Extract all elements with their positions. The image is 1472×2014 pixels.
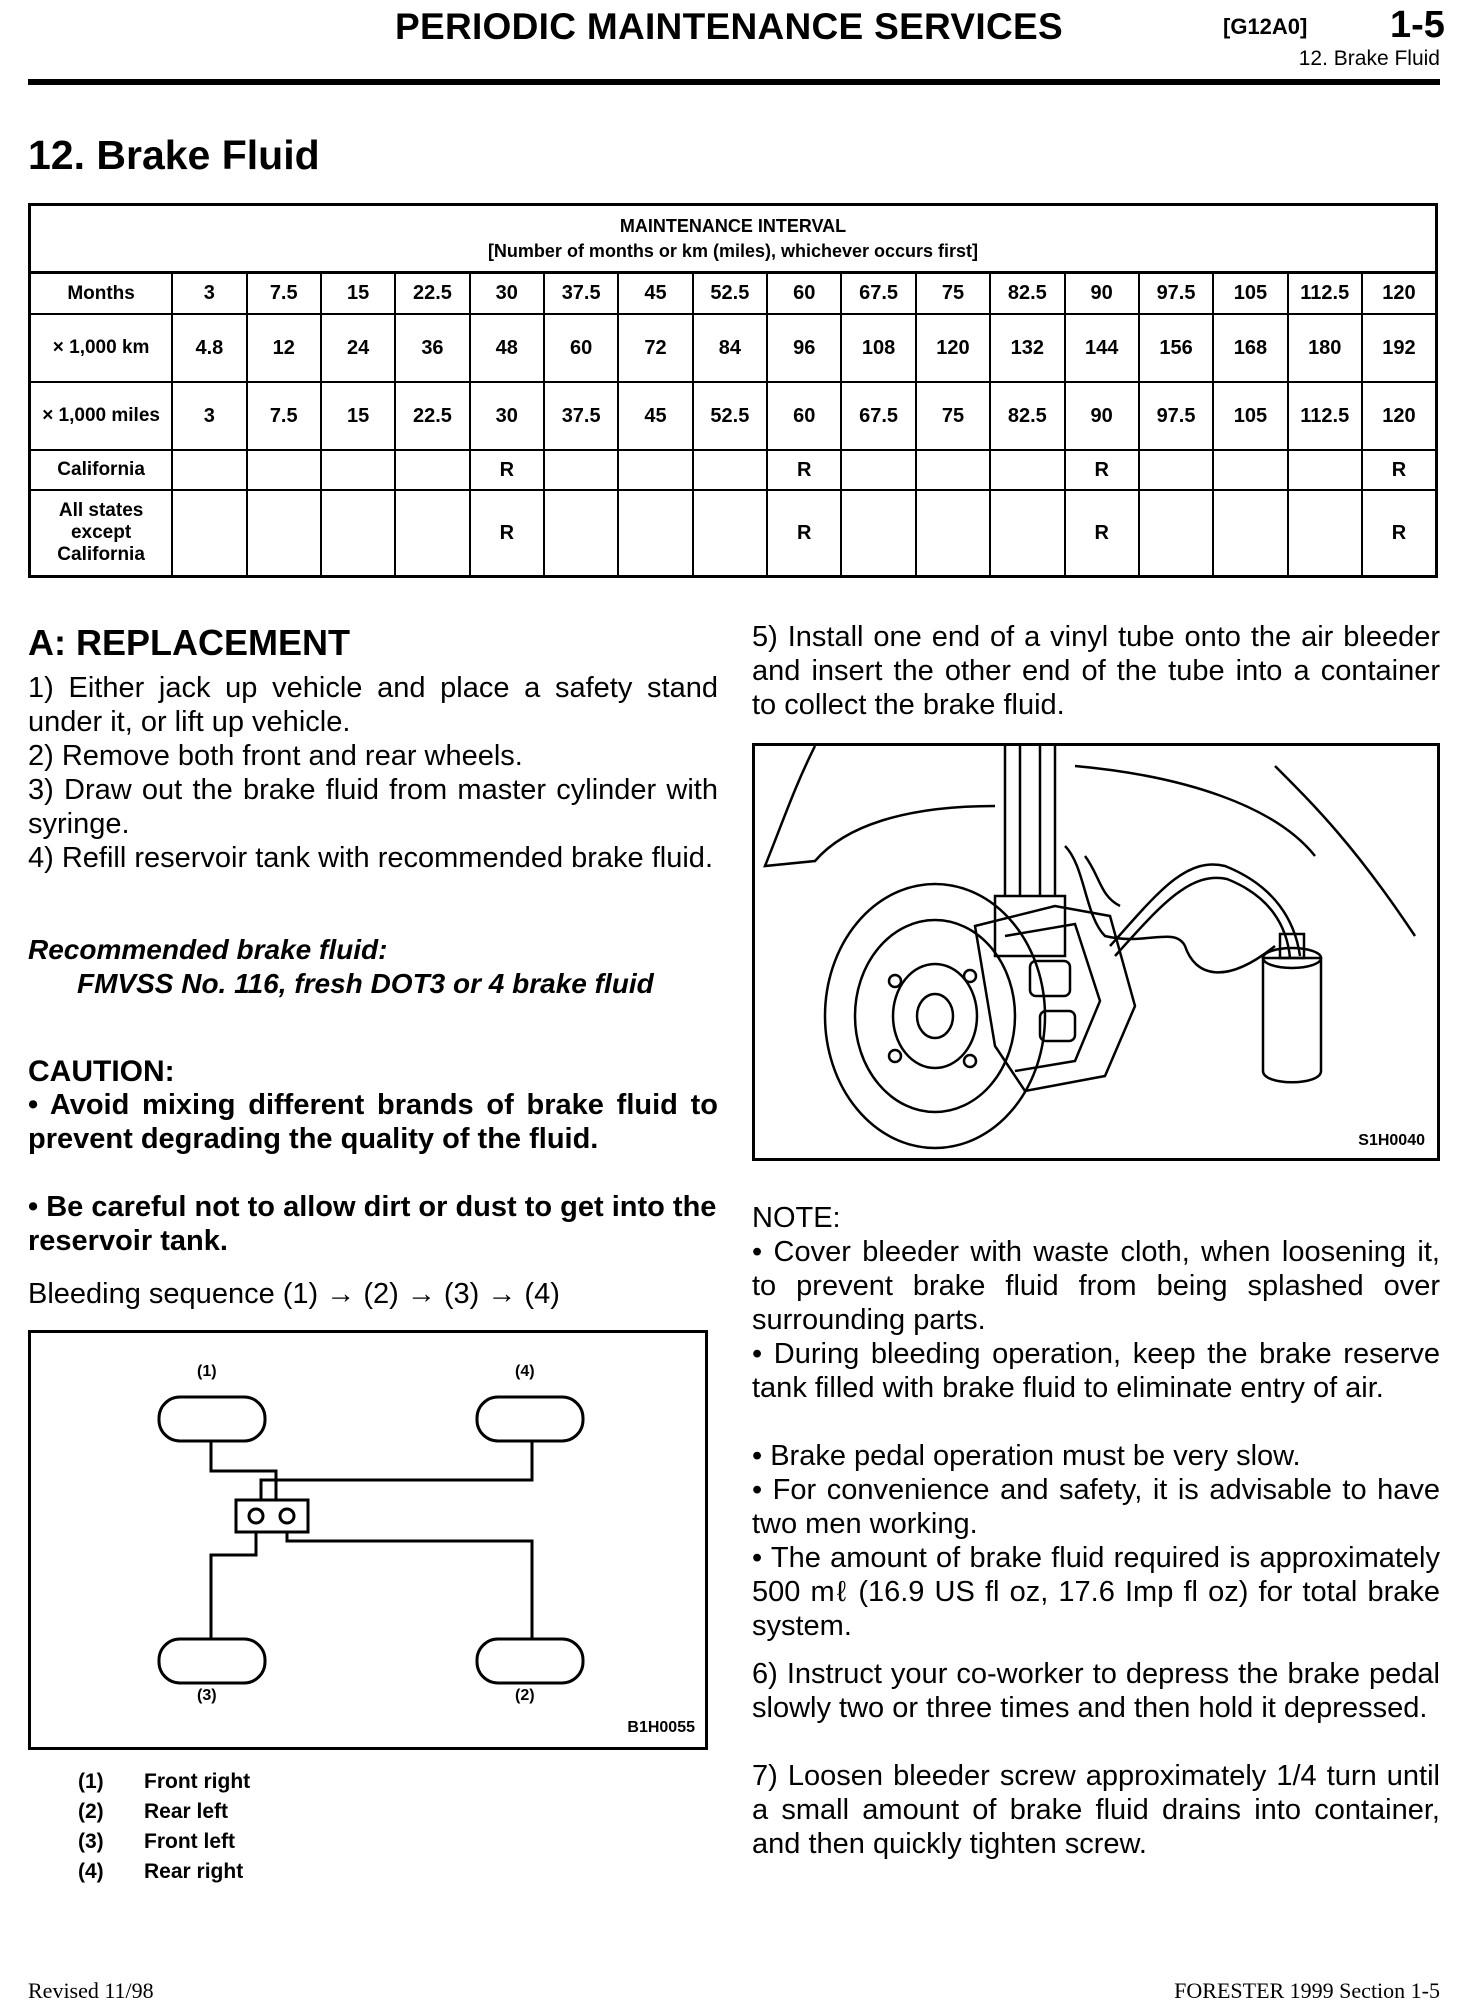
note-item: • The amount of brake fluid required is approximately 500 mℓ (16.9 US fl oz, 17.6 Imp fl oz) for total brake system. [752,1542,1440,1642]
table-cell: 3 [172,273,246,315]
table-cell: 90 [1065,273,1139,315]
diagram-label: (2) [515,1687,535,1704]
table-cell: 82.5 [990,273,1064,315]
table-cell: 84 [693,314,767,382]
table-cell: 72 [618,314,692,382]
table-cell: 52.5 [693,273,767,315]
table-cell [916,450,990,490]
recommended-fluid-title: Recommended brake fluid: [28,934,388,965]
table-cell: 192 [1362,314,1437,382]
table-cell: R [470,490,544,577]
replacement-title: A: REPLACEMENT [28,622,350,663]
table-cell [618,490,692,577]
table-cell: 22.5 [395,382,469,450]
note-item: • Cover bleeder with waste cloth, when loosening it, to prevent brake fluid from being splashed over surrounding parts. [752,1236,1440,1336]
legend-row: (3) Front left [78,1830,235,1853]
table-cell: 120 [916,314,990,382]
table-cell: 97.5 [1139,382,1213,450]
table-cell [990,490,1064,577]
table-cell: 37.5 [544,273,618,315]
table-cell: 112.5 [1288,273,1362,315]
table-cell: 67.5 [841,273,915,315]
table-cell: R [470,450,544,490]
table-cell: 7.5 [247,273,321,315]
table-cell: 4.8 [172,314,246,382]
section-title: 12. Brake Fluid [28,132,320,178]
footer-section: FORESTER 1999 Section 1-5 [1174,1978,1440,2003]
note-item: • For convenience and safety, it is advisable to have two men working. [752,1474,1440,1540]
table-cell: 75 [916,273,990,315]
caution-item: • Avoid mixing different brands of brake fluid to prevent degrading the quality of the fluid. [28,1089,718,1155]
header-subtitle: 12. Brake Fluid [1298,47,1440,70]
table-row [30,273,1437,315]
table-cell: 45 [618,382,692,450]
table-cell: 12 [247,314,321,382]
note-item: • Brake pedal operation must be very slow. [752,1440,1301,1472]
table-row [30,450,1437,490]
table-cell: 45 [618,273,692,315]
table-cell: 3 [172,382,246,450]
step-3: 3) Draw out the brake fluid from master cylinder with syringe. [28,774,718,840]
caution-item: • Be careful not to allow dirt or dust to get into the reservoir tank. [28,1191,717,1257]
table-cell: 37.5 [544,382,618,450]
table-cell [1213,450,1287,490]
table-cell: 120 [1362,382,1437,450]
table-cell: 24 [321,314,395,382]
row-header: All states except California [30,490,173,577]
table-cell: 30 [470,273,544,315]
table-cell [321,490,395,577]
table-cell [916,490,990,577]
table-cell [618,450,692,490]
diagram-legend [78,1767,250,1887]
legend-row: (2) Rear left [78,1800,229,1823]
table-row [30,490,1437,577]
table-cell [544,490,618,577]
table-cell: R [1065,450,1139,490]
table-cell [1213,490,1287,577]
table-cell [172,490,246,577]
table-row [30,382,1437,450]
table-cell: 132 [990,314,1064,382]
brake-line-diagram-icon [31,1333,705,1747]
table-cell [1288,490,1362,577]
table-cell: 30 [470,382,544,450]
step-4: 4) Refill reservoir tank with recommended brake fluid. [28,842,713,874]
table-cell: R [767,450,841,490]
table-cell: 180 [1288,314,1362,382]
table-caption-subtitle: [Number of months or km (miles), whichever occurs first] [487,240,979,261]
table-cell: 60 [544,314,618,382]
table-cell [172,450,246,490]
table-cell [247,450,321,490]
table-cell: 48 [470,314,544,382]
table-cell [1139,450,1213,490]
table-cell: R [767,490,841,577]
table-cell: 156 [1139,314,1213,382]
table-caption-title: MAINTENANCE INTERVAL [619,216,847,237]
recommended-fluid-spec: FMVSS No. 116, fresh DOT3 or 4 brake fluid [77,968,654,999]
table-row [30,314,1437,382]
step-1: 1) Either jack up vehicle and place a safety stand under it, or lift up vehicle. [28,672,718,738]
section-code: [G12A0] [1223,14,1308,39]
table-cell: 52.5 [693,382,767,450]
table-cell: 105 [1213,273,1287,315]
table-cell: 120 [1362,273,1437,315]
table-cell [693,490,767,577]
caution-title: CAUTION: [28,1055,175,1088]
table-cell: 7.5 [247,382,321,450]
legend-row: (1) Front right [78,1770,251,1793]
step-2: 2) Remove both front and rear wheels. [28,740,523,772]
header-rule [28,79,1440,85]
table-cell: 22.5 [395,273,469,315]
table-cell: R [1362,490,1437,577]
step-6: 6) Instruct your co-worker to depress the brake pedal slowly two or three times and then hold it depressed. [752,1658,1440,1724]
table-cell: 144 [1065,314,1139,382]
bleeding-sequence: Bleeding sequence (1) → (2) → (3) → (4) [28,1278,560,1310]
page-number: 1-5 [1390,4,1445,46]
table-cell [395,490,469,577]
row-header: × 1,000 km [30,314,173,382]
table-cell: 15 [321,273,395,315]
table-cell [544,450,618,490]
table-cell: R [1065,490,1139,577]
brake-caliper-illustration-icon [755,746,1437,1158]
table-cell: 112.5 [1288,382,1362,450]
diagram-label: (4) [515,1363,535,1380]
table-cell: 90 [1065,382,1139,450]
row-header: × 1,000 miles [30,382,173,450]
note-title: NOTE: [752,1202,841,1234]
table-cell: 105 [1213,382,1287,450]
maintenance-interval-table [28,203,1438,578]
table-cell: 75 [916,382,990,450]
table-cell: 97.5 [1139,273,1213,315]
table-cell [1139,490,1213,577]
table-cell: 82.5 [990,382,1064,450]
row-header: Months [30,273,173,315]
footer-revision: Revised 11/98 [28,1978,154,2003]
bleeder-illustration [752,743,1440,1161]
table-cell [693,450,767,490]
table-cell [1288,450,1362,490]
step-5: 5) Install one end of a vinyl tube onto the air bleeder and insert the other end of the tube into a container to collect the brake fluid. [752,621,1440,721]
table-cell [321,450,395,490]
note-item: • During bleeding operation, keep the brake reserve tank filled with brake fluid to eliminate entry of air. [752,1338,1440,1404]
table-cell [247,490,321,577]
table-cell: 168 [1213,314,1287,382]
table-cell: R [1362,450,1437,490]
step-7: 7) Loosen bleeder screw approximately 1/4 turn until a small amount of brake fluid drains into container, and then quickly tighten screw. [752,1760,1440,1860]
table-cell: 36 [395,314,469,382]
bleeding-diagram [28,1330,708,1750]
table-cell: 15 [321,382,395,450]
table-cell: 67.5 [841,382,915,450]
diagram-label: (3) [197,1687,217,1704]
table-caption [30,205,1437,273]
page-header-title: PERIODIC MAINTENANCE SERVICES [395,6,1063,47]
diagram-label: (1) [197,1363,217,1380]
table-cell [841,450,915,490]
table-cell: 60 [767,273,841,315]
table-cell [990,450,1064,490]
row-header: California [30,450,173,490]
table-cell: 108 [841,314,915,382]
table-cell [395,450,469,490]
table-cell [841,490,915,577]
figure-code: B1H0055 [627,1719,695,1736]
figure-code: S1H0040 [1358,1132,1425,1149]
table-cell: 60 [767,382,841,450]
table-cell: 96 [767,314,841,382]
legend-row: (4) Rear right [78,1860,244,1883]
